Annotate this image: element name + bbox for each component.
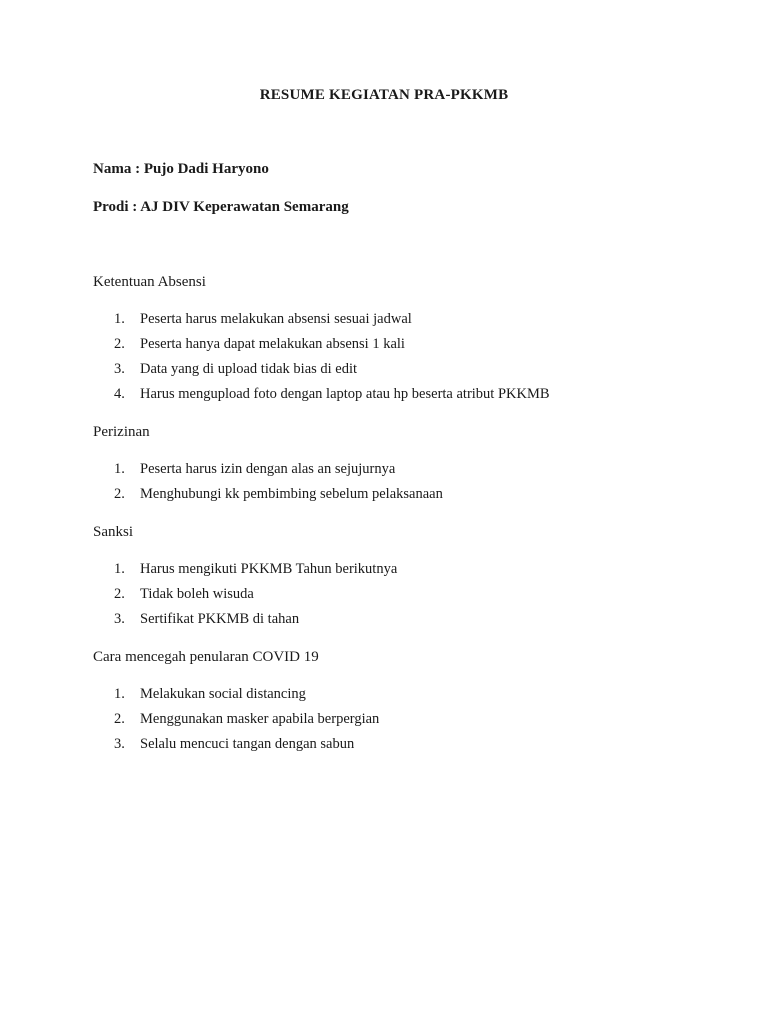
list-number: 3. — [114, 361, 125, 377]
list-number: 2. — [114, 586, 125, 602]
list-number: 2. — [114, 486, 125, 502]
list-item — [114, 557, 397, 582]
section-heading-absensi: Ketentuan Absensi — [93, 274, 206, 290]
document-title: RESUME KEGIATAN PRA-PKKMB — [259, 87, 509, 103]
list-text: Selalu mencuci tangan dengan sabun — [140, 736, 355, 752]
list-text: Menghubungi kk pembimbing sebelum pelaksanaan — [140, 486, 443, 502]
list-text: Harus mengupload foto dengan laptop atau hp beserta atribut PKKMB — [140, 386, 550, 402]
list-item — [114, 607, 397, 632]
list-number: 3. — [114, 736, 125, 752]
list-covid — [114, 682, 379, 757]
section-heading-covid: Cara mencegah penularan COVID 19 — [93, 649, 319, 665]
list-number: 1. — [114, 686, 125, 702]
list-perizinan — [114, 457, 443, 507]
list-item — [114, 582, 397, 607]
list-item — [114, 382, 550, 407]
list-text: Peserta hanya dapat melakukan absensi 1 kali — [140, 336, 405, 352]
list-item — [114, 307, 550, 332]
section-heading-perizinan: Perizinan — [93, 424, 150, 440]
list-number: 2. — [114, 336, 125, 352]
list-text: Sertifikat PKKMB di tahan — [140, 611, 300, 627]
list-text: Peserta harus izin dengan alas an sejujurnya — [140, 461, 396, 477]
list-number: 1. — [114, 461, 125, 477]
list-text: Harus mengikuti PKKMB Tahun berikutnya — [140, 561, 398, 577]
list-text: Data yang di upload tidak bias di edit — [140, 361, 358, 377]
list-absensi — [114, 307, 550, 407]
list-text: Peserta harus melakukan absensi sesuai jadwal — [140, 311, 412, 327]
list-text: Tidak boleh wisuda — [140, 586, 254, 602]
list-number: 2. — [114, 711, 125, 727]
list-item — [114, 457, 443, 482]
list-number: 4. — [114, 386, 125, 402]
list-item — [114, 482, 443, 507]
list-number: 1. — [114, 311, 125, 327]
list-text: Menggunakan masker apabila berpergian — [140, 711, 380, 727]
list-sanksi — [114, 557, 397, 632]
list-number: 3. — [114, 611, 125, 627]
list-item — [114, 682, 379, 707]
list-item — [114, 332, 550, 357]
study-program: Prodi : AJ DIV Keperawatan Semarang — [93, 199, 349, 215]
list-text: Melakukan social distancing — [140, 686, 306, 702]
section-heading-sanksi: Sanksi — [93, 524, 134, 540]
student-name: Nama : Pujo Dadi Haryono — [93, 161, 269, 177]
list-item — [114, 707, 379, 732]
list-item — [114, 732, 379, 757]
list-number: 1. — [114, 561, 125, 577]
list-item — [114, 357, 550, 382]
